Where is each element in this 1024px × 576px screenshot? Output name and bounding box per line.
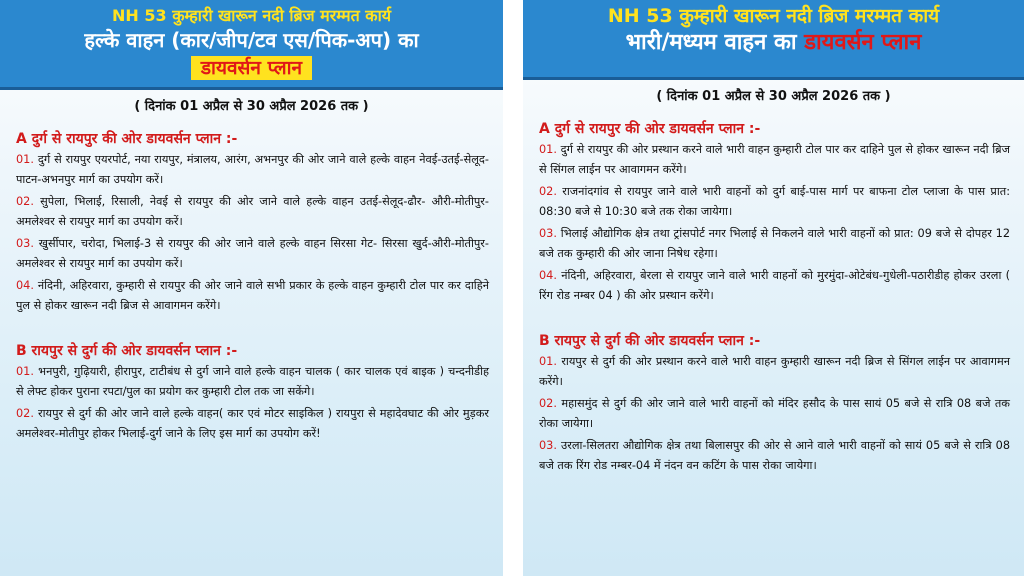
- diversion-plan-title: डायवर्सन प्लान: [804, 30, 922, 55]
- notice-header: [523, 0, 1024, 80]
- list-item: 03. भिलाई औद्योगिक क्षेत्र तथा ट्रांसपोर्ट नगर भिलाई से निकलने वाले भारी वाहनों को प्रात: 09 बजे से दोपहर 12 बजे तक कुम्हारी की ओर जाना निषेध रहेगा।: [539, 227, 1011, 260]
- notice-header: [0, 0, 503, 90]
- light-vehicle-notice: [0, 0, 503, 576]
- section-b-title: B रायपुर से दुर्ग की ओर डायवर्सन प्लान :-: [539, 333, 761, 349]
- list-item: 01. रायपुर से दुर्ग की ओर प्रस्थान करने वाले भारी वाहन कुम्हारी खारून नदी ब्रिज से सिंगल लाईन पर आवागमन करेंगे।: [539, 355, 1011, 388]
- list-item: 04. नंदिनी, अहिरवारा, कुम्हारी से रायपुर की ओर जाने वाले सभी प्रकार के हल्के वाहन कुम्हारी टोल पार कर दाहिने पुल से होकर खारून नदी ब्रिज से आवागमन करेंगे।: [16, 279, 489, 312]
- section-a-title: A दुर्ग से रायपुर की ओर डायवर्सन प्लान :-: [16, 131, 238, 147]
- list-item: 02. रायपुर से दुर्ग की ओर जाने वाले हल्के वाहन( कार एवं मोटर साइकिल ) रायपुरा से महादेवघाट की ओर मुड़कर अमलेश्वर-मोतीपुर होकर भिलाई-दुर्ग जाने के लिए इस मार्ग का उपयोग करें!: [16, 407, 490, 440]
- section-a-title: A दुर्ग से रायपुर की ओर डायवर्सन प्लान :-: [539, 121, 761, 137]
- list-item: 02. सुपेला, भिलाई, रिसाली, नेवई से रायपुर की ओर जाने वाले हल्के वाहन उतई-सेलूद-ढौर- औरी-मोतीपुर-अमलेश्वर से रायपुर मार्ग का उपयोग करें।: [16, 195, 490, 228]
- date-range: ( दिनांक 01 अप्रैल से 30 अप्रैल 2026 तक ): [656, 89, 891, 104]
- project-title: NH 53 कुम्हारी खारून नदी ब्रिज मरम्मत कार्य: [607, 5, 940, 27]
- list-item: 01. भनपुरी, गुढ़ियारी, हीरापुर, टाटीबंध से दुर्ग जाने वाले हल्के वाहन चालक ( कार चालक एवं बाइक ) चन्दनीडीह से लेफ्ट होकर पुराना रपटा/पुल का प्रयोग कर कुम्हारी टोल तक जा सकेंगे।: [16, 365, 490, 398]
- list-item: 02. राजनांदगांव से रायपुर जाने वाले भारी वाहनों को दुर्ग बाई-पास मार्ग पर बाफना टोल प्लाजा के पास प्रात: 08:30 बजे से 10:30 बजे तक रोका जायेगा।: [539, 185, 1010, 218]
- diversion-plan-title: डायवर्सन प्लान: [191, 56, 312, 80]
- list-item: 04. नंदिनी, अहिरवारा, बेरला से रायपुर जाने वाले भारी वाहनों को मुरमुंदा-ओटेबंध-गुधेली-पठारीडीह होकर उरला ( रिंग रोड नम्बर 04 ) की ओर प्रस्थान करेंगे।: [539, 269, 1011, 302]
- list-item: 03. उरला-सिलतरा औद्योगिक क्षेत्र तथा बिलासपुर की ओर से आने वाले भारी वाहनों को सायं 05 बजे से रात्रि 08 बजे तक रिंग रोड नम्बर-04 में नंदन वन कटिंग के पास रोका जायेगा।: [539, 439, 1011, 472]
- list-item: 02. महासमुंद से दुर्ग की ओर जाने वाले भारी वाहनों को मंदिर हसौद के पास सायं 05 बजे से रात्रि 08 बजे तक रोका जायेगा।: [539, 397, 1010, 430]
- project-title: NH 53 कुम्हारी खारून नदी ब्रिज मरम्मत कार्य: [112, 6, 391, 25]
- heavy-vehicle-notice: [523, 0, 1024, 576]
- list-item: 01. दुर्ग से रायपुर एयरपोर्ट, नया रायपुर, मंत्रालय, आरंग, अभनपुर की ओर जाने वाले हल्के वाहन नेवई-उतई-सेलूद-पाटन-अभनपुर मार्ग का उपयोग करें।: [16, 153, 489, 186]
- date-range: ( दिनांक 01 अप्रैल से 30 अप्रैल 2026 तक ): [134, 99, 369, 114]
- list-item: 01. दुर्ग से रायपुर की ओर प्रस्थान करने वाले भारी वाहन कुम्हारी टोल पार कर दाहिने पुल से होकर खारून नदी ब्रिज से सिंगल लाईन पर आवागमन करेंगे।: [539, 143, 1011, 176]
- vehicle-type-title: भारी/मध्यम वाहन का डायवर्सन प्लान: [625, 30, 922, 55]
- vehicle-type-title: हल्के वाहन (कार/जीप/टव एस/पिक-अप) का: [84, 28, 419, 52]
- section-b-title: B रायपुर से दुर्ग की ओर डायवर्सन प्लान :-: [16, 343, 238, 359]
- list-item: 03. खुर्सीपार, चरोदा, भिलाई-3 से रायपुर की ओर जाने वाले हल्के वाहन सिरसा गेट- सिरसा खुर्द-औरी-मोतीपुर-अमलेश्वर से रायपुर मार्ग का उपयोग करें।: [16, 237, 489, 270]
